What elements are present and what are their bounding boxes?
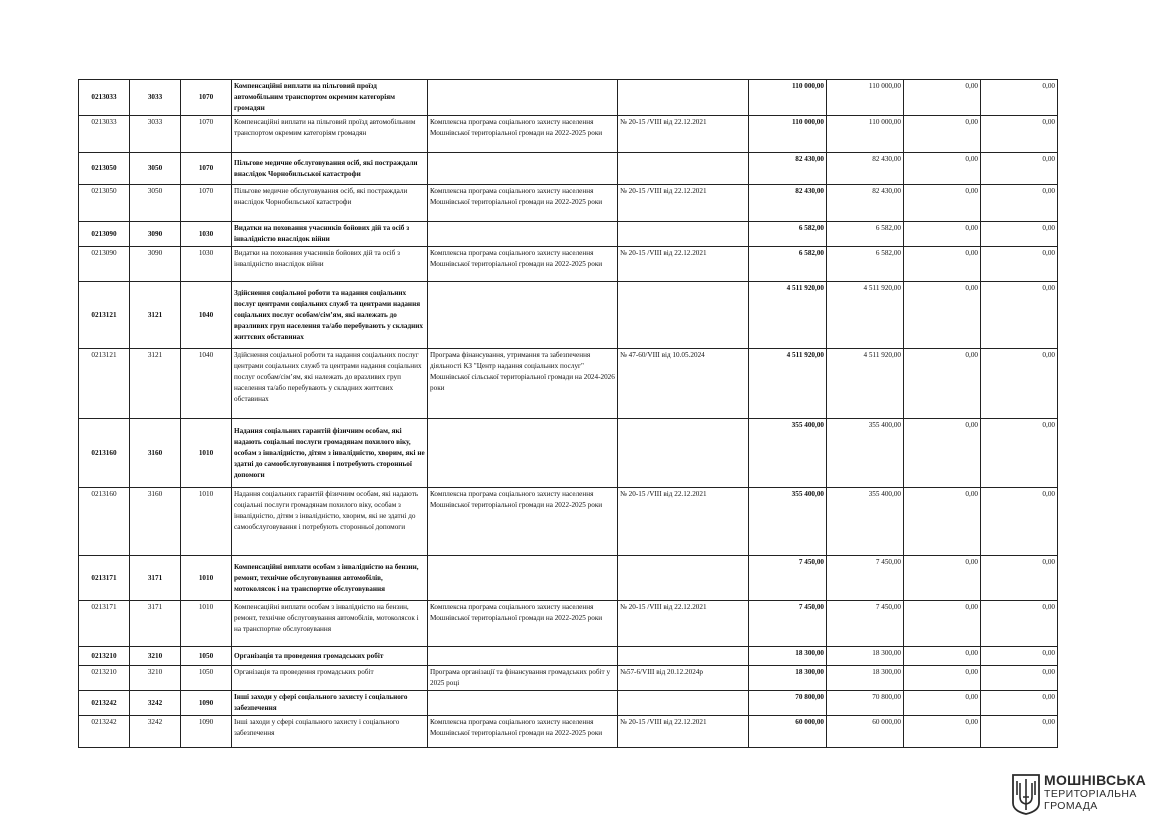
program-name-cell: [428, 691, 618, 716]
function-code-cell: 3171: [130, 601, 181, 647]
program-code-cell: 0213210: [79, 647, 130, 666]
classification-code-cell: 1010: [181, 601, 232, 647]
decision-cell: №57-6/VIII від 20.12.2024р: [618, 666, 749, 691]
program-name-cell: [428, 419, 618, 488]
development-budget-cell: 0,00: [981, 153, 1058, 185]
total-amount-cell: 4 511 920,00: [749, 349, 827, 419]
decision-cell: [618, 282, 749, 349]
special-fund-cell: 0,00: [904, 349, 981, 419]
development-budget-cell: 0,00: [981, 419, 1058, 488]
classification-code-cell: 1010: [181, 419, 232, 488]
special-fund-cell: 0,00: [904, 282, 981, 349]
decision-cell: [618, 419, 749, 488]
classification-code-cell: 1090: [181, 691, 232, 716]
table-row: [79, 80, 1058, 116]
general-fund-cell: 4 511 920,00: [827, 349, 904, 419]
general-fund-cell: 110 000,00: [827, 80, 904, 116]
special-fund-cell: 0,00: [904, 419, 981, 488]
function-code-cell: 3033: [130, 80, 181, 116]
total-amount-cell: 18 300,00: [749, 647, 827, 666]
function-code-cell: 3171: [130, 556, 181, 601]
general-fund-cell: 60 000,00: [827, 716, 904, 748]
trident-emblem-icon: [1011, 773, 1041, 815]
program-name-cell: Комплексна програма соціального захисту населення Мошнівської територіальної громади на 2022-2025 роки: [428, 116, 618, 153]
classification-code-cell: 1090: [181, 716, 232, 748]
budget-programs-table: [78, 79, 1058, 748]
function-code-cell: 3050: [130, 185, 181, 222]
general-fund-cell: 7 450,00: [827, 556, 904, 601]
classification-code-cell: 1010: [181, 556, 232, 601]
decision-cell: [618, 647, 749, 666]
table-row: [79, 556, 1058, 601]
classification-code-cell: 1070: [181, 116, 232, 153]
development-budget-cell: 0,00: [981, 282, 1058, 349]
program-code-cell: 0213242: [79, 716, 130, 748]
program-name-cell: [428, 556, 618, 601]
special-fund-cell: 0,00: [904, 222, 981, 247]
table-row: [79, 349, 1058, 419]
decision-cell: № 20-15 /VIII від 22.12.2021: [618, 185, 749, 222]
general-fund-cell: 355 400,00: [827, 488, 904, 556]
general-fund-cell: 4 511 920,00: [827, 282, 904, 349]
expense-name-cell: Інші заходи у сфері соціального захисту і соціального забезпечення: [232, 691, 428, 716]
general-fund-cell: 70 800,00: [827, 691, 904, 716]
expense-name-cell: Надання соціальних гарантій фізичним особам, які надають соціальні послуги громадянам похилого віку, особам з інвалідністю, дітям з інвалідністю, хворим, які не здатні до самообслуговування і потребують сторонньої допомоги: [232, 488, 428, 556]
program-code-cell: 0213160: [79, 488, 130, 556]
program-code-cell: 0213121: [79, 282, 130, 349]
development-budget-cell: 0,00: [981, 666, 1058, 691]
special-fund-cell: 0,00: [904, 601, 981, 647]
general-fund-cell: 82 430,00: [827, 185, 904, 222]
program-code-cell: 0213090: [79, 247, 130, 282]
program-code-cell: 0213033: [79, 116, 130, 153]
general-fund-cell: 18 300,00: [827, 647, 904, 666]
program-code-cell: 0213050: [79, 185, 130, 222]
community-logo: [1011, 773, 1161, 817]
special-fund-cell: 0,00: [904, 647, 981, 666]
program-name-cell: Програма фінансування, утримання та забезпечення діяльності КЗ "Центр надання соціальних послуг" Мошнівської сільської територіальної громади на 2024-2026 роки: [428, 349, 618, 419]
decision-cell: № 20-15 /VIII від 22.12.2021: [618, 116, 749, 153]
program-name-cell: Комплексна програма соціального захисту населення Мошнівської територіальної громади на 2022-2025 роки: [428, 185, 618, 222]
decision-cell: № 20-15 /VIII від 22.12.2021: [618, 601, 749, 647]
total-amount-cell: 355 400,00: [749, 488, 827, 556]
logo-subtitle-2: ГРОМАДА: [1044, 800, 1098, 812]
general-fund-cell: 7 450,00: [827, 601, 904, 647]
function-code-cell: 3160: [130, 419, 181, 488]
program-name-cell: [428, 222, 618, 247]
table-row: [79, 647, 1058, 666]
total-amount-cell: 18 300,00: [749, 666, 827, 691]
program-name-cell: [428, 80, 618, 116]
table-body: [79, 80, 1058, 748]
program-name-cell: [428, 647, 618, 666]
function-code-cell: 3090: [130, 247, 181, 282]
logo-title: МОШНІВСЬКА: [1044, 772, 1147, 788]
total-amount-cell: 4 511 920,00: [749, 282, 827, 349]
development-budget-cell: 0,00: [981, 247, 1058, 282]
table-row: [79, 222, 1058, 247]
table-row: [79, 153, 1058, 185]
total-amount-cell: 7 450,00: [749, 556, 827, 601]
program-name-cell: Комплексна програма соціального захисту населення Мошнівської територіальної громади на 2022-2025 роки: [428, 247, 618, 282]
general-fund-cell: 82 430,00: [827, 153, 904, 185]
program-code-cell: 0213171: [79, 601, 130, 647]
special-fund-cell: 0,00: [904, 666, 981, 691]
expense-name-cell: Здійснення соціальної роботи та надання соціальних послуг центрами соціальних служб та центрами надання соціальних послуг особам/сім’ям, які належать до вразливих груп населення та/або перебувають у складних життєвих обставинах: [232, 349, 428, 419]
total-amount-cell: 110 000,00: [749, 116, 827, 153]
special-fund-cell: 0,00: [904, 247, 981, 282]
general-fund-cell: 355 400,00: [827, 419, 904, 488]
decision-cell: № 47-60/VIII від 10.05.2024: [618, 349, 749, 419]
total-amount-cell: 7 450,00: [749, 601, 827, 647]
program-code-cell: 0213121: [79, 349, 130, 419]
special-fund-cell: 0,00: [904, 185, 981, 222]
expense-name-cell: Видатки на поховання учасників бойових дій та осіб з інвалідністю внаслідок війни: [232, 247, 428, 282]
development-budget-cell: 0,00: [981, 488, 1058, 556]
table-row: [79, 601, 1058, 647]
total-amount-cell: 355 400,00: [749, 419, 827, 488]
expense-name-cell: Компенсаційні виплати особам з інвалідністю на бензин, ремонт, технічне обслуговування автомобілів, мотоколясок і на транспортне обслуговування: [232, 556, 428, 601]
expense-name-cell: Компенсаційні виплати на пільговий проїзд автомобільним транспортом окремим категоріям громадян: [232, 80, 428, 116]
function-code-cell: 3160: [130, 488, 181, 556]
program-name-cell: Комплексна програма соціального захисту населення Мошнівської територіальної громади на 2022-2025 роки: [428, 716, 618, 748]
development-budget-cell: 0,00: [981, 80, 1058, 116]
classification-code-cell: 1010: [181, 488, 232, 556]
expense-name-cell: Компенсаційні виплати на пільговий проїзд автомобільним транспортом окремим категоріям громадян: [232, 116, 428, 153]
expense-name-cell: Надання соціальних гарантій фізичним особам, які надають соціальні послуги громадянам похилого віку, особам з інвалідністю, дітям з інвалідністю, хворим, які не здатні до самообслуговування і потребують сторонньої допомоги: [232, 419, 428, 488]
classification-code-cell: 1070: [181, 80, 232, 116]
development-budget-cell: 0,00: [981, 116, 1058, 153]
general-fund-cell: 18 300,00: [827, 666, 904, 691]
development-budget-cell: 0,00: [981, 691, 1058, 716]
classification-code-cell: 1050: [181, 647, 232, 666]
development-budget-cell: 0,00: [981, 556, 1058, 601]
general-fund-cell: 110 000,00: [827, 116, 904, 153]
function-code-cell: 3033: [130, 116, 181, 153]
program-code-cell: 0213090: [79, 222, 130, 247]
decision-cell: № 20-15 /VIII від 22.12.2021: [618, 488, 749, 556]
expense-name-cell: Організація та проведення громадських робіт: [232, 647, 428, 666]
development-budget-cell: 0,00: [981, 647, 1058, 666]
table-row: [79, 666, 1058, 691]
expense-name-cell: Інші заходи у сфері соціального захисту і соціального забезпечення: [232, 716, 428, 748]
development-budget-cell: 0,00: [981, 185, 1058, 222]
development-budget-cell: 0,00: [981, 601, 1058, 647]
classification-code-cell: 1030: [181, 222, 232, 247]
classification-code-cell: 1050: [181, 666, 232, 691]
development-budget-cell: 0,00: [981, 222, 1058, 247]
table-row: [79, 247, 1058, 282]
classification-code-cell: 1070: [181, 185, 232, 222]
special-fund-cell: 0,00: [904, 153, 981, 185]
program-code-cell: 0213171: [79, 556, 130, 601]
decision-cell: [618, 556, 749, 601]
decision-cell: [618, 222, 749, 247]
decision-cell: [618, 80, 749, 116]
special-fund-cell: 0,00: [904, 488, 981, 556]
logo-subtitle-1: ТЕРИТОРІАЛЬНА: [1044, 788, 1137, 800]
table-row: [79, 282, 1058, 349]
table-row: [79, 488, 1058, 556]
expense-name-cell: Організація та проведення громадських робіт: [232, 666, 428, 691]
function-code-cell: 3121: [130, 282, 181, 349]
classification-code-cell: 1040: [181, 282, 232, 349]
total-amount-cell: 70 800,00: [749, 691, 827, 716]
function-code-cell: 3210: [130, 666, 181, 691]
function-code-cell: 3090: [130, 222, 181, 247]
program-code-cell: 0213050: [79, 153, 130, 185]
program-code-cell: 0213033: [79, 80, 130, 116]
total-amount-cell: 82 430,00: [749, 153, 827, 185]
general-fund-cell: 6 582,00: [827, 247, 904, 282]
decision-cell: [618, 691, 749, 716]
total-amount-cell: 60 000,00: [749, 716, 827, 748]
special-fund-cell: 0,00: [904, 80, 981, 116]
special-fund-cell: 0,00: [904, 716, 981, 748]
classification-code-cell: 1030: [181, 247, 232, 282]
classification-code-cell: 1070: [181, 153, 232, 185]
program-code-cell: 0213242: [79, 691, 130, 716]
table-row: [79, 691, 1058, 716]
function-code-cell: 3210: [130, 647, 181, 666]
expense-name-cell: Видатки на поховання учасників бойових дій та осіб з інвалідністю внаслідок війни: [232, 222, 428, 247]
program-code-cell: 0213210: [79, 666, 130, 691]
expense-name-cell: Пільгове медичне обслуговування осіб, які постраждали внаслідок Чорнобильської катастрофи: [232, 185, 428, 222]
total-amount-cell: 82 430,00: [749, 185, 827, 222]
program-name-cell: Комплексна програма соціального захисту населення Мошнівської територіальної громади на 2022-2025 роки: [428, 488, 618, 556]
special-fund-cell: 0,00: [904, 691, 981, 716]
program-code-cell: 0213160: [79, 419, 130, 488]
program-name-cell: [428, 282, 618, 349]
program-name-cell: Програма організації та фінансування громадських робіт у 2025 році: [428, 666, 618, 691]
table-row: [79, 419, 1058, 488]
function-code-cell: 3242: [130, 691, 181, 716]
expense-name-cell: Пільгове медичне обслуговування осіб, які постраждали внаслідок Чорнобильської катастрофи: [232, 153, 428, 185]
total-amount-cell: 6 582,00: [749, 247, 827, 282]
decision-cell: № 20-15 /VIII від 22.12.2021: [618, 247, 749, 282]
expense-name-cell: Компенсаційні виплати особам з інвалідністю на бензин, ремонт, технічне обслуговування автомобілів, мотоколясок і на транспортне обслуговування: [232, 601, 428, 647]
general-fund-cell: 6 582,00: [827, 222, 904, 247]
decision-cell: № 20-15 /VIII від 22.12.2021: [618, 716, 749, 748]
special-fund-cell: 0,00: [904, 116, 981, 153]
function-code-cell: 3050: [130, 153, 181, 185]
program-name-cell: [428, 153, 618, 185]
table-row: [79, 116, 1058, 153]
table-row: [79, 185, 1058, 222]
function-code-cell: 3242: [130, 716, 181, 748]
classification-code-cell: 1040: [181, 349, 232, 419]
expense-name-cell: Здійснення соціальної роботи та надання соціальних послуг центрами соціальних служб та центрами надання соціальних послуг особам/сім’ям, які належать до вразливих груп населення та/або перебувають у складних життєвих обставинах: [232, 282, 428, 349]
decision-cell: [618, 153, 749, 185]
table-row: [79, 716, 1058, 748]
total-amount-cell: 110 000,00: [749, 80, 827, 116]
development-budget-cell: 0,00: [981, 716, 1058, 748]
total-amount-cell: 6 582,00: [749, 222, 827, 247]
program-name-cell: Комплексна програма соціального захисту населення Мошнівської територіальної громади на 2022-2025 роки: [428, 601, 618, 647]
function-code-cell: 3121: [130, 349, 181, 419]
special-fund-cell: 0,00: [904, 556, 981, 601]
development-budget-cell: 0,00: [981, 349, 1058, 419]
